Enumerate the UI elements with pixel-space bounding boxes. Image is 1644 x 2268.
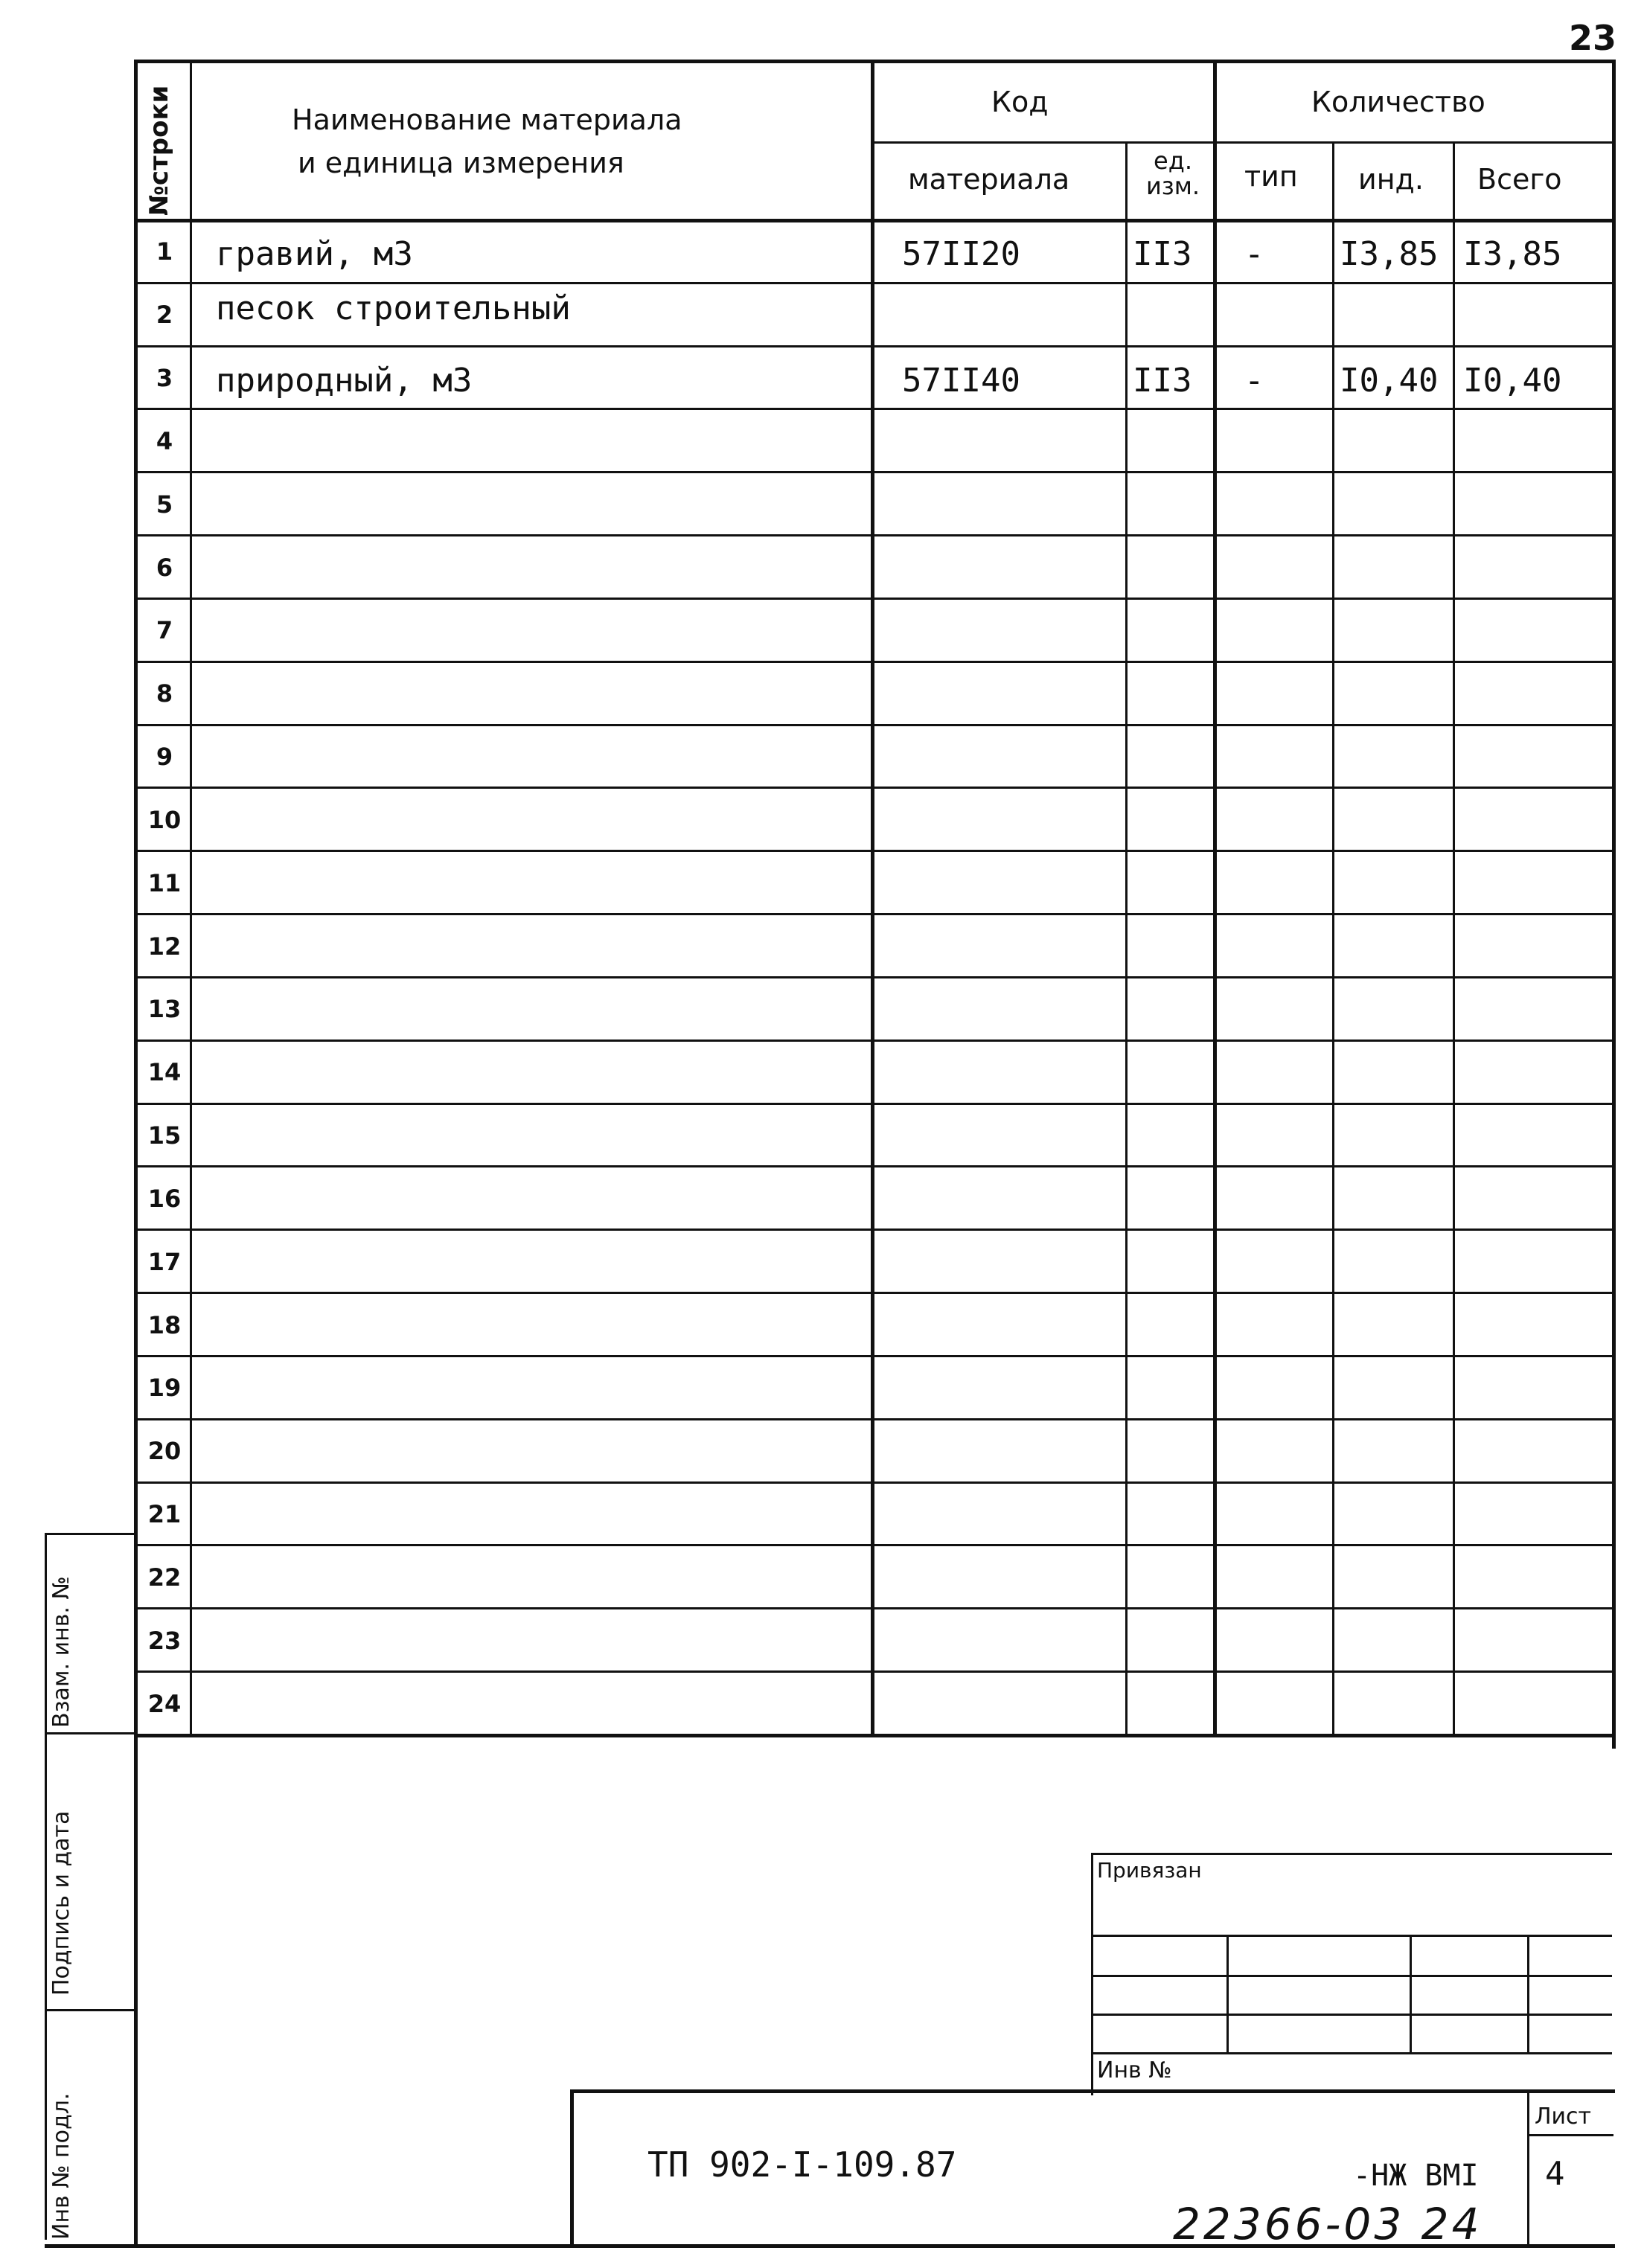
row-number: 9 [156, 743, 173, 771]
row-number: 15 [147, 1121, 182, 1150]
header-name-line1: Наименование материала [292, 103, 682, 136]
row-number: 10 [147, 806, 182, 834]
cell-type: - [1244, 235, 1264, 273]
cell-name: природный, м3 [216, 362, 473, 400]
stamp-list-label: Лист [1535, 2104, 1592, 2130]
cell-code: 57II40 [902, 362, 1020, 400]
cell-total: I0,40 [1463, 362, 1562, 400]
stamp-doc-code: ТП 902-I-109.87 [647, 2144, 957, 2185]
row-number: 20 [147, 1437, 182, 1465]
header-code-material: материала [908, 163, 1070, 196]
row-number: 4 [156, 427, 173, 455]
header-qty-type: тип [1244, 160, 1298, 193]
row-number: 16 [147, 1185, 182, 1213]
row-number: 13 [147, 995, 182, 1023]
cell-total: I3,85 [1463, 235, 1562, 273]
cell-name: гравий, м3 [216, 235, 413, 273]
cell-ind: I3,85 [1340, 235, 1439, 273]
row-number: 8 [156, 679, 173, 708]
header-qty-total: Всего [1477, 163, 1562, 196]
row-number: 18 [147, 1311, 182, 1339]
row-number: 21 [147, 1500, 182, 1528]
row-number: 3 [156, 364, 173, 392]
row-number: 12 [147, 932, 182, 961]
header-qty-ind: инд. [1358, 163, 1424, 196]
cell-unit: II3 [1133, 362, 1192, 400]
footer-number: 22366-03 24 [1173, 2199, 1483, 2249]
row-number: 7 [156, 616, 173, 644]
cell-unit: II3 [1133, 235, 1192, 273]
side-label-vzam: Взам. инв. № [48, 1576, 74, 1728]
header-row-number: №строки [144, 85, 174, 216]
cell-name: песок строительный [216, 289, 571, 327]
stamp-inv-no: Инв № [1097, 2057, 1172, 2083]
row-number: 6 [156, 554, 173, 582]
stamp-privyazan: Привязан [1097, 1858, 1202, 1883]
header-code-unit: ед. изм. [1145, 147, 1200, 200]
header-code-group: Код [991, 86, 1049, 118]
side-label-podpis: Подпись и дата [48, 1810, 74, 1996]
header-qty-group: Количество [1311, 86, 1485, 118]
header-name-line2: и единица измерения [298, 147, 624, 179]
stamp-list-value: 4 [1545, 2155, 1565, 2193]
row-number: 23 [147, 1627, 182, 1655]
cell-type: - [1244, 362, 1264, 400]
row-number: 14 [147, 1058, 182, 1086]
row-number: 17 [147, 1248, 182, 1276]
row-number: 5 [156, 490, 173, 519]
row-number: 24 [147, 1690, 182, 1718]
side-label-inv-podl: Инв № подл. [48, 2092, 74, 2240]
stamp-doc-suffix: -НЖ ВМI [1353, 2159, 1479, 2193]
page-number: 23 [1569, 18, 1617, 58]
row-number: 2 [156, 301, 173, 329]
cell-ind: I0,40 [1340, 362, 1439, 400]
cell-code: 57II20 [902, 235, 1020, 273]
row-number: 11 [147, 869, 182, 897]
row-number: 22 [147, 1563, 182, 1592]
row-number: 1 [156, 237, 173, 266]
row-number: 19 [147, 1374, 182, 1402]
